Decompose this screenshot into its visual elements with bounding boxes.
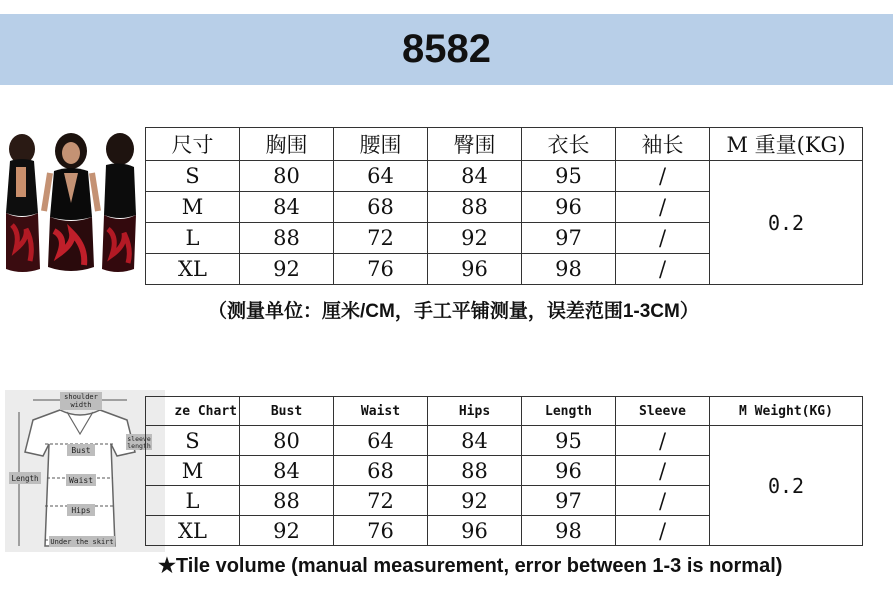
cell-size: M <box>146 456 240 486</box>
header-hips: Hips <box>428 397 522 426</box>
table-header-row <box>146 397 863 426</box>
cell-length: 98 <box>522 516 616 546</box>
cell-sleeve: / <box>616 161 710 192</box>
cell-bust: 80 <box>240 426 334 456</box>
header-bust: Bust <box>240 397 334 426</box>
header-hips: 臀围 <box>428 128 522 161</box>
cell-waist: 68 <box>334 192 428 223</box>
cell-bust: 84 <box>240 456 334 486</box>
measurement-diagram <box>5 390 165 552</box>
measurement-note-english: ★Tile volume (manual measurement, error between 1-3 is normal) <box>158 555 783 577</box>
header-bust: 胸围 <box>240 128 334 161</box>
cell-hips: 84 <box>428 426 522 456</box>
title-banner <box>0 14 893 85</box>
header-length: 衣长 <box>522 128 616 161</box>
cell-sleeve: / <box>616 486 710 516</box>
cell-waist: 76 <box>334 254 428 285</box>
cell-hips: 96 <box>428 516 522 546</box>
cell-waist: 64 <box>334 426 428 456</box>
cell-weight: 0.2 <box>710 161 863 285</box>
cell-length: 95 <box>522 426 616 456</box>
cell-size: S <box>146 161 240 192</box>
cell-waist: 72 <box>334 486 428 516</box>
cell-length: 96 <box>522 192 616 223</box>
cell-waist: 68 <box>334 456 428 486</box>
table-header-row <box>146 128 863 161</box>
product-photo <box>0 133 142 277</box>
cell-bust: 80 <box>240 161 334 192</box>
cell-sleeve: / <box>616 192 710 223</box>
header-length: Length <box>522 397 616 426</box>
cell-size: L <box>146 486 240 516</box>
cell-sleeve: / <box>616 516 710 546</box>
cell-size: L <box>146 223 240 254</box>
cell-hips: 92 <box>428 486 522 516</box>
cell-hips: 92 <box>428 223 522 254</box>
cell-hips: 84 <box>428 161 522 192</box>
header-waist: 腰围 <box>334 128 428 161</box>
cell-size: XL <box>146 516 240 546</box>
table-row <box>146 426 863 456</box>
cell-length: 98 <box>522 254 616 285</box>
header-waist: Waist <box>334 397 428 426</box>
label-bust: Bust <box>71 446 91 455</box>
label-hips: Hips <box>71 506 91 515</box>
cell-hips: 88 <box>428 192 522 223</box>
cell-length: 97 <box>522 223 616 254</box>
table-row <box>146 161 863 192</box>
label-length: Length <box>11 474 39 483</box>
label-under-skirt: Under the skirt <box>50 538 114 546</box>
cell-length: 97 <box>522 486 616 516</box>
cell-sleeve: / <box>616 254 710 285</box>
header-size: 尺寸 <box>146 128 240 161</box>
label-width: width <box>70 401 92 409</box>
header-sleeve: 袖长 <box>616 128 710 161</box>
cell-bust: 92 <box>240 254 334 285</box>
size-table-english <box>145 396 863 546</box>
cell-length: 95 <box>522 161 616 192</box>
cell-bust: 92 <box>240 516 334 546</box>
cell-bust: 88 <box>240 486 334 516</box>
header-size-chart: ze Chart <box>146 397 240 426</box>
cell-waist: 72 <box>334 223 428 254</box>
cell-waist: 64 <box>334 161 428 192</box>
cell-bust: 88 <box>240 223 334 254</box>
cell-sleeve: / <box>616 426 710 456</box>
cell-hips: 96 <box>428 254 522 285</box>
label-sleeve-length: length <box>127 442 151 450</box>
cell-weight: 0.2 <box>710 426 863 546</box>
label-waist: Waist <box>68 476 94 485</box>
cell-size: XL <box>146 254 240 285</box>
label-shoulder: shoulder <box>64 393 98 401</box>
header-weight: M 重量(KG) <box>710 128 863 161</box>
label-sleeve: sleeve <box>127 435 151 443</box>
header-weight: M Weight(KG) <box>710 397 863 426</box>
cell-sleeve: / <box>616 223 710 254</box>
cell-length: 96 <box>522 456 616 486</box>
cell-size: S <box>146 426 240 456</box>
cell-sleeve: / <box>616 456 710 486</box>
product-code: 8582 <box>402 27 491 71</box>
measurement-note-chinese: （测量单位：厘米/CM，手工平铺测量，误差范围1-3CM） <box>208 301 699 322</box>
cell-size: M <box>146 192 240 223</box>
cell-hips: 88 <box>428 456 522 486</box>
cell-waist: 76 <box>334 516 428 546</box>
size-table-chinese <box>145 127 863 285</box>
cell-bust: 84 <box>240 192 334 223</box>
header-sleeve: Sleeve <box>616 397 710 426</box>
